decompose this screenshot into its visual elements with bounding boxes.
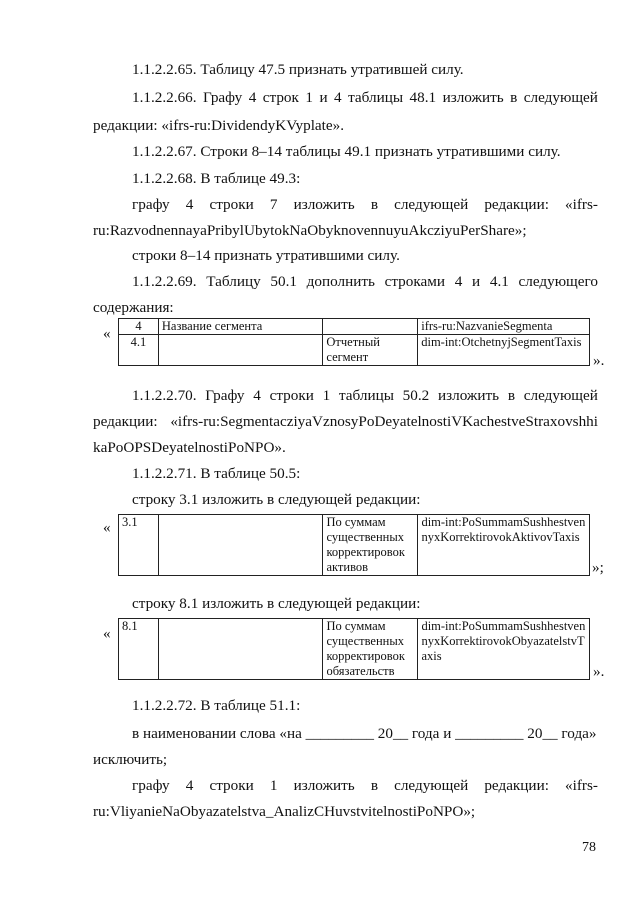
word: Графу [203,89,243,106]
word: строки [209,777,254,794]
word: редакции: [93,413,158,430]
word: 1 [269,777,278,794]
paragraph-1-1-2-2-72: 1.1.2.2.72. В таблице 51.1: [132,697,301,714]
table-cell: Отчетный сегмент [323,335,418,366]
word: строками [384,273,445,290]
paragraph-name-words: в наименовании слова «на _________ 20__ года и _________ 20__ года» [132,725,597,742]
word: в [370,777,378,794]
table-row [119,319,590,335]
word: дополнить [306,273,375,290]
paragraph-1-1-2-2-67: 1.1.2.2.67. Строки 8–14 таблицы 49.1 признать утратившими силу. [132,143,561,160]
word: строк [262,89,299,106]
word: следующей [523,387,598,404]
table3-open-quote: « [103,625,111,642]
word: 1.1.2.2.66. [132,89,197,106]
word: 4 [253,387,261,404]
table-cell: dim-int:PoSummamSushhestvennyxKorrektirovokObyazatelstvTaxis [418,619,590,680]
paragraph-1-1-2-2-65: 1.1.2.2.65. Таблицу 47.5 признать утратившей силу. [132,61,464,78]
word: и [319,89,328,106]
word: 50.1 [270,273,297,290]
paragraph-name-words-line2: исключить; [93,751,168,768]
table-cell: 3.1 [119,515,159,576]
word: графу [132,196,170,213]
word: следующей [394,777,469,794]
word: 4.1 [489,273,509,290]
word: 4 [454,273,463,290]
word: изложить [442,89,504,106]
word: строки [269,387,314,404]
paragraph-row-3-1: строку 3.1 изложить в следующей редакции: [132,491,421,508]
word: изложить [293,777,355,794]
paragraph-rows-8-14: строки 8–14 признать утратившими силу. [132,247,400,264]
word: 4 [334,89,342,106]
table-row [119,619,590,680]
paragraph-51-1-line2: ru:VliyanieNaObyazatelstva_AnalizCHuvstvitelnostiPoNPO»; [93,803,476,820]
word: в [510,89,518,106]
word: «ifrs- [565,196,598,213]
word: 4 [248,89,257,106]
word: Таблицу [206,273,261,290]
word: «ifrs- [565,777,598,794]
table-cell: dim-int:PoSummamSushhestvennyxKorrektirovokAktivovTaxis [418,515,590,576]
word: Графу [205,387,245,404]
word: графу [132,777,170,794]
word: строки [209,196,254,213]
word: в [370,196,378,213]
word: 1 [305,89,313,106]
word: и [472,273,481,290]
table-cell: ifrs-ru:NazvanieSegmenta [418,319,590,335]
table1-close-quote: ». [593,352,605,369]
paragraph-1-1-2-2-66-line2: редакции: «ifrs-ru:DividendyKVyplate». [93,117,345,134]
paragraph-1-1-2-2-69-line2: содержания: [93,299,174,316]
word: редакции: [484,777,549,794]
table-cell: Название сегмента [158,319,322,335]
word: 48.1 [409,89,437,106]
paragraph-51-1-line1 [132,776,598,796]
table-cell [158,619,323,680]
word: следующей [394,196,469,213]
table-cell [323,319,418,335]
word: редакции: [484,196,549,213]
paragraph-1-1-2-2-70-line1 [132,386,598,406]
table-cell: 8.1 [119,619,159,680]
word: 4 [185,196,194,213]
table-50-5-row-3-1 [118,514,590,576]
table-50-1-additions [118,318,590,366]
table-cell [158,335,322,366]
page-number: 78 [582,840,596,855]
table1-open-quote: « [103,325,111,342]
word: 4 [185,777,194,794]
paragraph-1-1-2-2-66-line1 [132,88,598,108]
paragraph-column4-row7-line2: ru:RazvodnennayaPribylUbytokNaObyknovennuyuAkcziyuPerShare»; [93,222,527,239]
word: в [507,387,516,404]
word: «ifrs-ru:SegmentacziyaVznosyPoDeyatelnostiVKachestveStraxovshhi [170,413,598,430]
word: изложить [293,196,355,213]
table-cell: 4.1 [119,335,159,366]
table2-close-quote: »; [592,559,604,576]
table-row [119,515,590,576]
table-cell: По суммам существенных корректировок обязательств [323,619,418,680]
paragraph-1-1-2-2-68: 1.1.2.2.68. В таблице 49.3: [132,170,301,187]
table2-open-quote: « [103,519,111,536]
table-cell: dim-int:OtchetnyjSegmentTaxis [418,335,590,366]
word: 1 [322,387,331,404]
table-row [119,335,590,366]
paragraph-1-1-2-2-70-line3: kaPoOPSDeyatelnostiPoNPO». [93,439,286,456]
word: таблицы [338,387,394,404]
paragraph-1-1-2-2-71: 1.1.2.2.71. В таблице 50.5: [132,465,301,482]
word: следующего [518,273,598,290]
word: следующей [523,89,598,106]
word: 1.1.2.2.69. [132,273,197,290]
word: 1.1.2.2.70. [132,387,197,404]
paragraph-1-1-2-2-69-line1 [132,272,598,292]
word: 7 [269,196,278,213]
word: 50.2 [402,387,430,404]
paragraph-row-8-1: строку 8.1 изложить в следующей редакции: [132,595,421,612]
table-cell [158,515,323,576]
table-cell: По суммам существенных корректировок активов [323,515,418,576]
word: изложить [438,387,500,404]
table3-close-quote: ». [593,663,605,680]
table-cell: 4 [119,319,159,335]
paragraph-1-1-2-2-70-line2 [93,412,598,432]
word: таблицы [348,89,404,106]
table-50-5-row-8-1 [118,618,590,680]
paragraph-column4-row7-line1 [132,195,598,215]
